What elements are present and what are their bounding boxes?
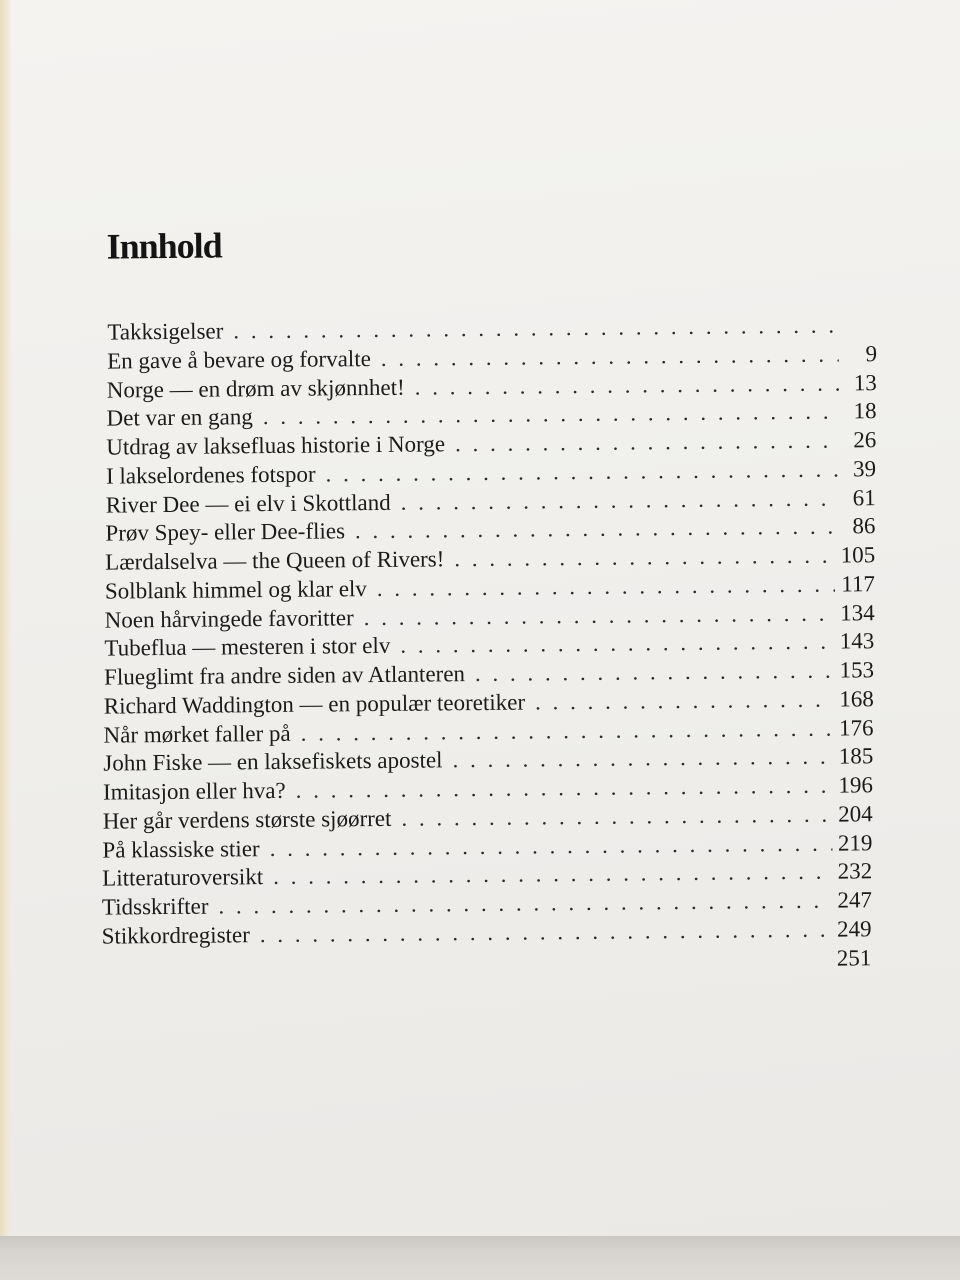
toc-dot-leader [400,629,834,659]
toc-dot-leader [415,370,839,400]
toc-dot-leader [452,744,833,774]
toc-entry-title: Richard Waddington — en populær teoretiker [103,689,526,719]
toc-entry-title: Tidsskrifter [101,893,209,920]
toc-dot-leader [401,485,838,515]
toc-entry-page-number: 143 [839,628,875,654]
toc-entry-title: På klassiske stier [102,835,260,863]
toc-entry-title: Solblank himmel og klar elv [104,575,367,604]
toc-dot-leader [263,399,839,431]
toc-dot-leader [401,801,832,831]
toc-dot-leader [325,456,838,487]
toc-entry-page-number: 176 [838,714,874,741]
toc-dot-leader [455,428,838,458]
toc-entry-page-number: 153 [839,657,875,683]
toc-entry-title: Flueglimt fra andre siden av Atlanteren [103,661,466,690]
toc-dot-leader [381,341,839,371]
toc-entry-title: Når mørket faller på [103,720,291,748]
toc-entry-title: River Dee — ei elv i Skottland [105,489,391,518]
toc-entry-title: Imitasjon eller hva? [102,777,286,805]
toc-entry-page-number: 117 [841,570,876,597]
toc-dot-leader [377,571,836,601]
toc-dot-leader [296,773,833,804]
toc-entry-page-number: 196 [838,772,874,798]
toc-entry-title: John Fiske — en laksefiskets apostel [103,747,443,776]
toc-entry-title: En gave å bevare og forvalte [107,345,371,374]
toc-entry-title: Her går verdens største sjøørret [102,805,392,834]
toc-dot-leader [301,715,834,746]
toc-entry-page-number: 9 [865,340,878,367]
toc-entry-title: Prøv Spey- eller Dee-flies [105,518,346,546]
toc-entry-page-number: 39 [852,455,877,482]
toc-entry-page-number: 134 [840,599,875,626]
toc-trailing-page-number [101,945,871,981]
toc-entry-page-number: 61 [852,484,876,510]
toc-dot-leader [535,686,834,715]
toc-entry-page-number: 105 [840,542,876,568]
toc-entry-title: Det var en gang [106,404,253,431]
toc-entry-page-number: 219 [837,829,873,856]
page-bottom-shadow [0,1236,960,1280]
toc-heading: Innhold [106,225,222,267]
toc-entry-page-number: 13 [853,369,877,395]
toc-entry-page-number: 247 [837,887,873,913]
toc-entry-title: Lærdalselva — the Queen of Rivers! [105,546,445,575]
toc-entry-title: Litteraturoversikt [102,864,264,891]
toc-entry-title: Noen hårvingede favoritter [104,604,354,633]
toc-entry-title: Takksigelser [107,318,224,345]
toc-entry-title: Tubeflua — mesteren i stor elv [104,633,391,661]
toc-entry-title: Stikkordregister [101,921,250,949]
toc-entry-page-number: 185 [838,743,874,769]
toc-entry-page-number: 232 [837,858,873,884]
toc-dot-leader [260,916,832,947]
toc-entry-title: I lakselordenes fotspor [105,461,316,489]
toc-dot-leader [218,888,831,920]
toc-entry-title: Norge — en drøm av skjønnhet! [106,374,405,403]
toc-page-number: 251 [836,944,872,971]
toc-entry-page-number: 168 [839,685,874,712]
toc-entry-page-number: 86 [852,513,876,539]
toc-entry-page-number: 249 [836,916,872,942]
toc-dot-leader [270,830,833,861]
toc-dot-leader [454,543,835,573]
toc-dot-leader [475,658,834,687]
toc-entry-page-number: 18 [853,398,877,424]
toc-entry-title: Utdrag av laksefluas historie i Norge [106,431,446,460]
toc-entry-page-number: 26 [853,427,877,453]
toc-dot-leader [355,514,838,545]
toc-dot-leader [233,313,839,345]
toc-entry-page-number: 204 [838,800,873,827]
toc-dot-leader [364,600,835,631]
toc-dot-leader [273,859,832,890]
